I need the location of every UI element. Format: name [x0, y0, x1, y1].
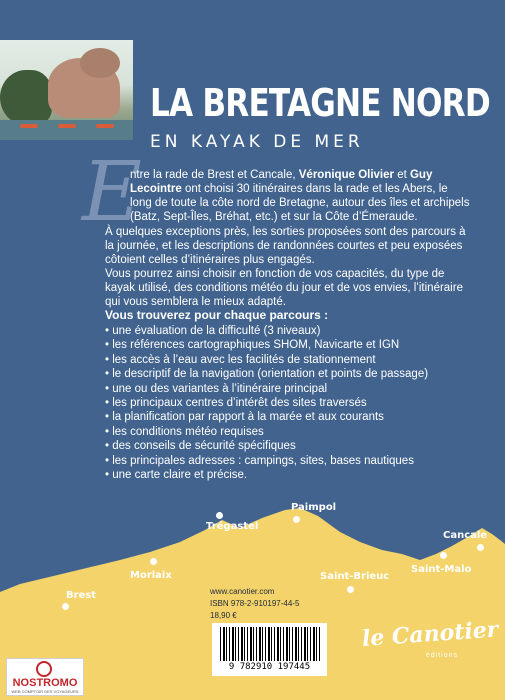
city-label-paimpol: Paimpol — [291, 502, 337, 513]
list-item: • les accès à l’eau avec les facilités de stationnement — [105, 353, 428, 367]
granite-rock-top — [80, 48, 120, 78]
cover-photo — [0, 40, 133, 140]
description-paragraph: À quelques exceptions près, les sorties proposées sont des parcours à la journée, et les descriptions de randonnées courtes et peu exposées côtoient celles d’itinéraires plus engagés. — [105, 226, 466, 266]
list-item: • les conditions météo requises — [105, 425, 428, 439]
drop-cap: E — [82, 145, 142, 240]
list-item: • une ou des variantes à l’itinéraire principal — [105, 382, 428, 396]
list-item: • le descriptif de la navigation (orientation et points de passage) — [105, 367, 428, 381]
author-name: Guy Lecointre — [130, 169, 433, 195]
intro-paragraph — [130, 168, 470, 224]
city-dot — [216, 512, 223, 519]
store-tagline: WEB COMPTOIR DES VOYAGEURS — [11, 689, 79, 694]
sea-strip — [0, 120, 133, 140]
list-item: • les références cartographiques SHOM, Navicarte et IGN — [105, 338, 428, 352]
store-badge[interactable] — [6, 658, 84, 696]
city-dot — [293, 516, 300, 523]
list-item: • les principales adresses : campings, sites, bases nautiques — [105, 454, 428, 468]
website-text: www.canotier.com — [210, 587, 275, 596]
list-item: • une évaluation de la difficulté (3 niveaux) — [105, 324, 428, 338]
globe-icon — [36, 661, 52, 677]
tree-shape — [0, 70, 52, 125]
list-item: • une carte claire et précise. — [105, 468, 428, 482]
features-list — [105, 324, 428, 482]
kayak-shape — [96, 124, 114, 128]
book-title: LA BRETAGNE NORD — [150, 81, 490, 125]
city-label-brest: Brest — [66, 590, 97, 601]
city-dot — [62, 603, 69, 610]
city-label-tregastel: Trégastel — [206, 521, 259, 532]
city-dot — [477, 544, 484, 551]
publisher-logo — [361, 616, 500, 666]
list-item: • des conseils de sécurité spécifiques — [105, 439, 428, 453]
barcode-bars — [220, 627, 320, 661]
kayak-shape — [58, 124, 76, 128]
intro-text: ont choisi 30 itinéraires dans la rade et les Abers, le long de toute la côte nord de Bretagne, autour des îles et archipels (Batz, Sept-Îles, Bréhat, etc.) et sur la Côte d’Émeraude. — [130, 183, 470, 223]
barcode — [212, 623, 327, 676]
barcode-number: 9 782910 197445 — [228, 662, 311, 672]
city-label-saint-brieuc: Saint-Brieuc — [320, 571, 390, 582]
isbn-text: ISBN 978-2-910197-44-5 — [210, 599, 300, 608]
intro-text: et — [394, 169, 410, 181]
description-paragraph: Vous pourrez ainsi choisir en fonction de vos capacités, du type de kayak utilisé, des conditions météo du jour et de vos envies, l’itinéraire qui vous semblera le mieux adapté. — [105, 268, 463, 308]
logo-text: le Canotier — [361, 616, 500, 652]
city-dot — [347, 586, 354, 593]
publisher-info — [210, 586, 299, 622]
city-dot — [150, 558, 157, 565]
list-item: • la planification par rapport à la marée et aux courants — [105, 410, 428, 424]
book-subtitle: EN KAYAK DE MER — [150, 132, 364, 152]
price-text: 18,90 € — [210, 611, 237, 620]
city-label-cancale: Cancale — [443, 530, 488, 541]
logo-subtext: éditions — [425, 652, 458, 659]
store-name: NOSTROMO — [12, 677, 78, 689]
city-label-morlaix: Morlaix — [130, 570, 172, 581]
list-item: • les principaux centres d’intérêt des sites traversés — [105, 396, 428, 410]
city-label-saint-malo: Saint-Malo — [411, 564, 472, 575]
features-heading: Vous trouverez pour chaque parcours : — [105, 308, 329, 322]
author-name: Véronique Olivier — [298, 169, 394, 181]
kayak-shape — [20, 124, 38, 128]
city-dot — [440, 552, 447, 559]
intro-text: ntre la rade de Brest et Cancale, — [130, 169, 299, 181]
